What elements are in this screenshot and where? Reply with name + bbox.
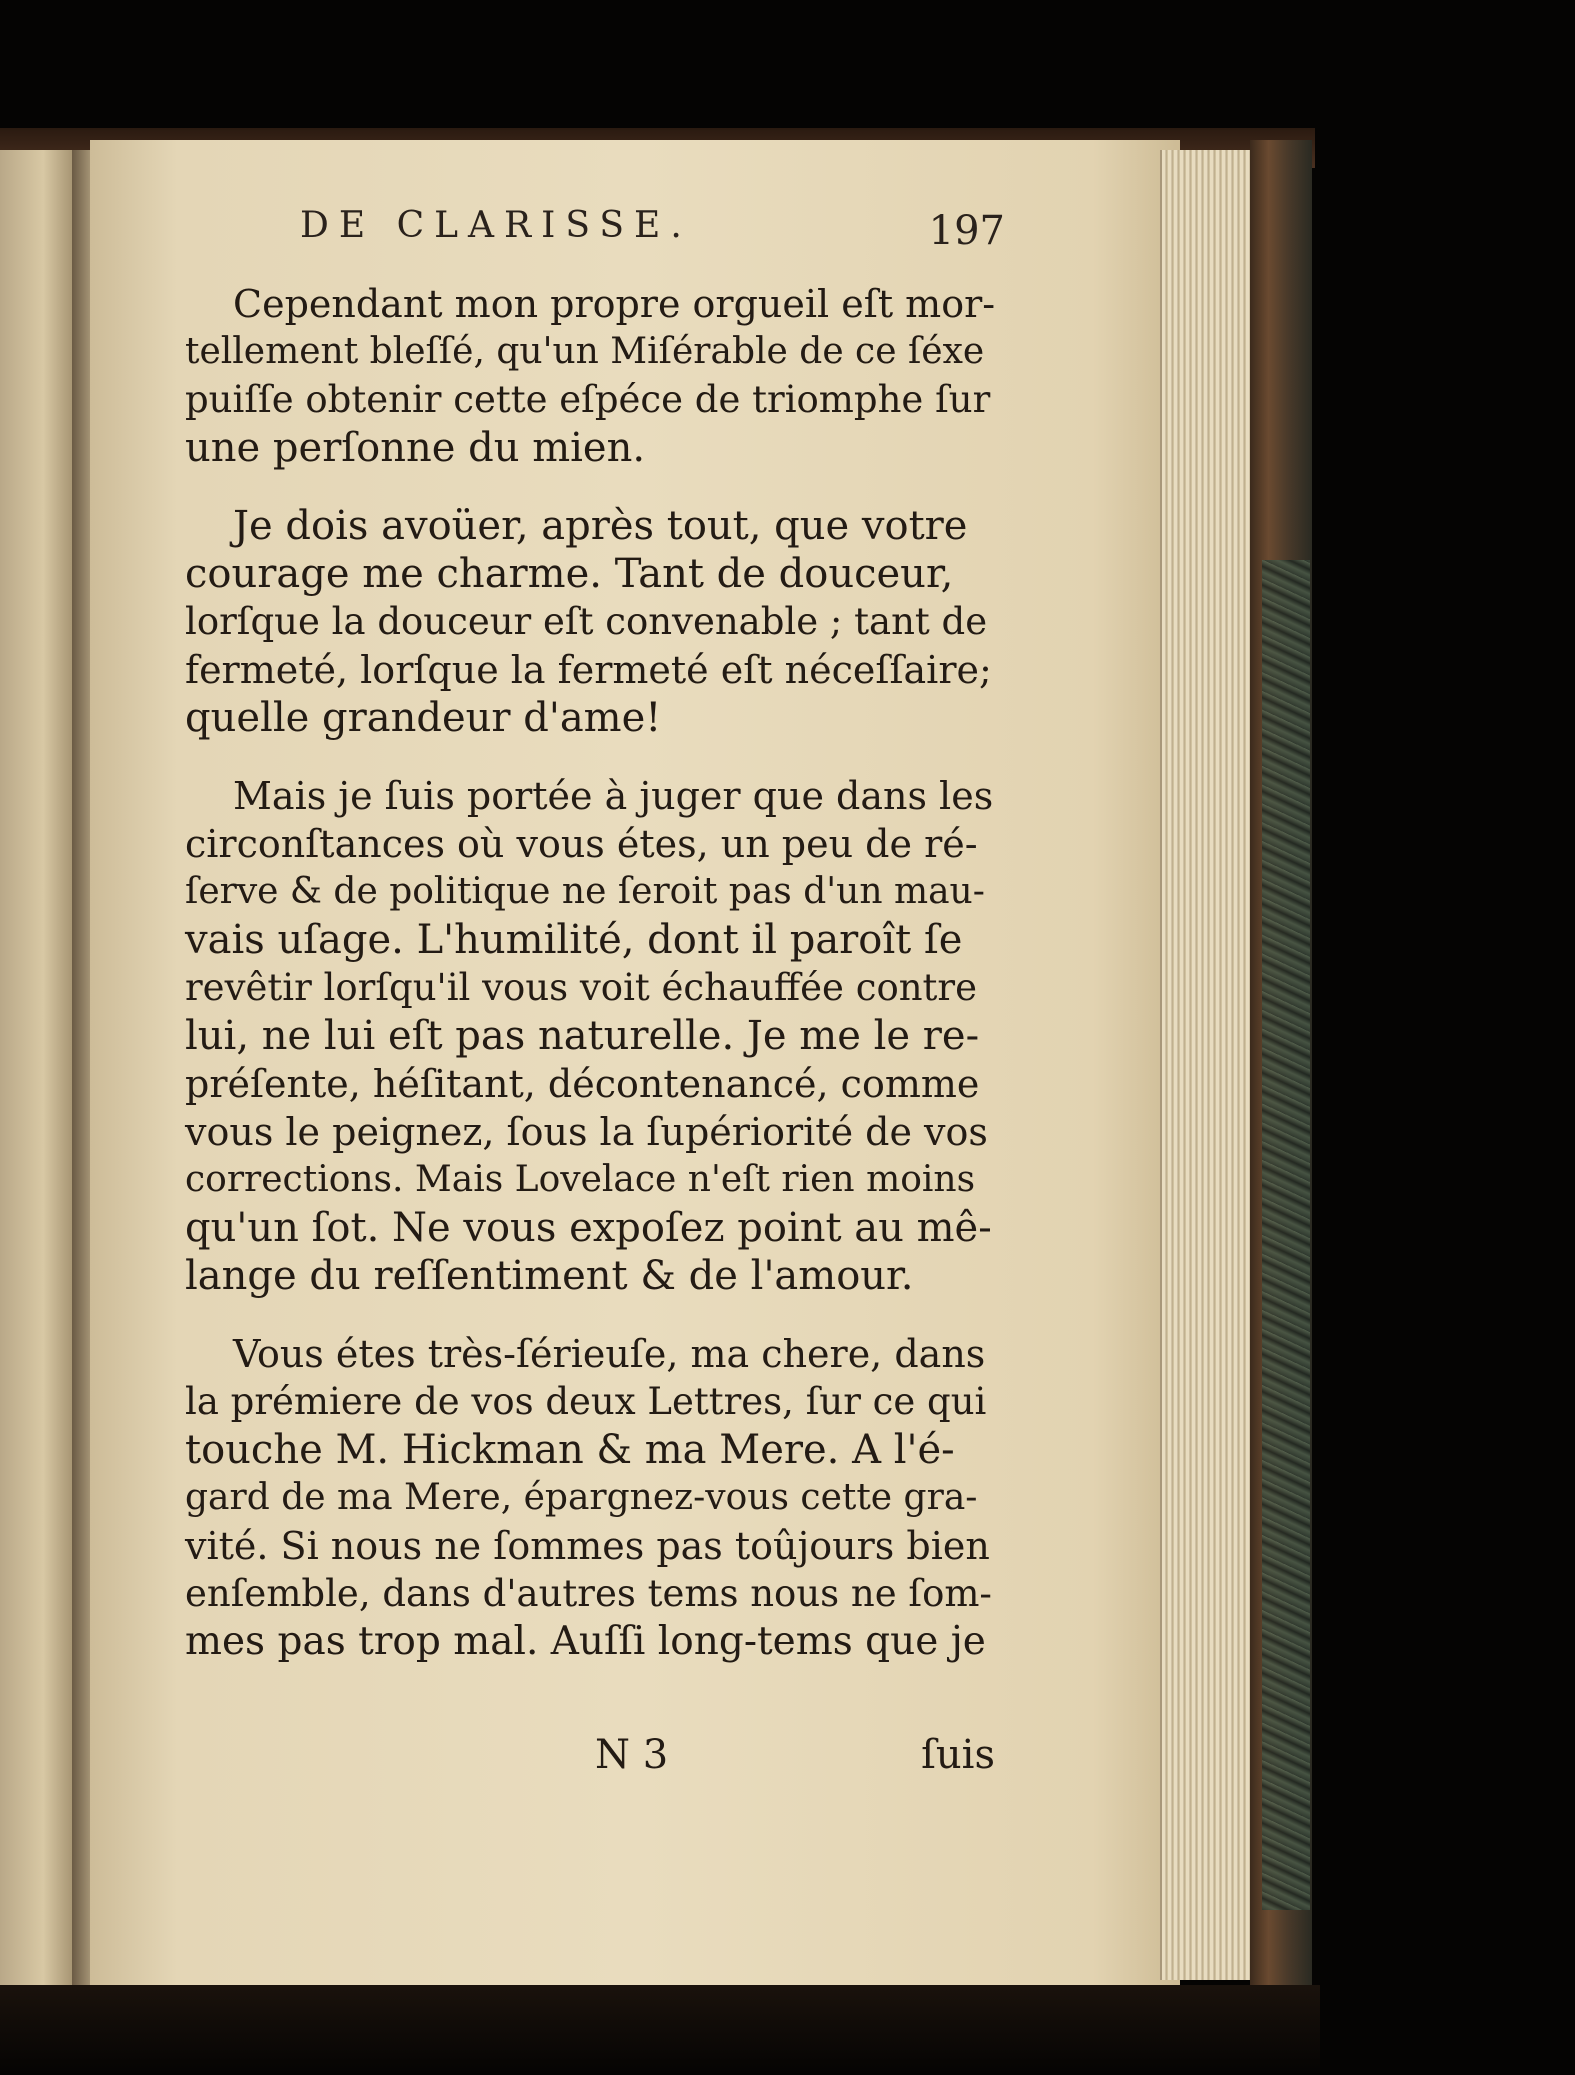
text-line: gard de ma Mere, épargnez-vous cette gra- — [185, 1477, 978, 1518]
text-line: lange du reſſentiment & de l'amour. — [185, 1253, 914, 1299]
left-page-edge — [0, 150, 74, 1990]
text-line: quelle grandeur d'ame! — [185, 695, 662, 741]
text-line: Cependant mon propre orgueil eſt mor- — [233, 282, 996, 326]
marbled-board — [1262, 560, 1310, 1910]
text-line: circonſtances où vous étes, un peu de ré- — [185, 822, 978, 866]
text-line: la prémiere de vos deux Lettres, ſur ce qui — [185, 1380, 987, 1423]
text-line: courage me charme. Tant de douceur, — [185, 551, 954, 597]
running-title: DE CLARISSE. — [300, 205, 692, 246]
text-line: qu'un ſot. Ne vous expoſez point au mê- — [185, 1205, 992, 1251]
text-line: lui, ne lui eſt pas naturelle. Je me le re- — [185, 1013, 980, 1059]
signature-mark: N 3 — [595, 1732, 669, 1778]
text-line: vité. Si nous ne ſommes pas toûjours bien — [185, 1524, 990, 1568]
text-line: Vous étes très-ſérieuſe, ma chere, dans — [233, 1332, 986, 1376]
paragraph-1 — [185, 280, 995, 472]
text-line: corrections. Mais Lovelace n'eſt rien moins — [185, 1159, 976, 1200]
text-line: revêtir lorſqu'il vous voit échauffée contre — [185, 966, 977, 1009]
text-line: enſemble, dans d'autres tems nous ne ſom- — [185, 1572, 992, 1615]
text-line: vous le peignez, ſous la ſupériorité de vos — [185, 1110, 988, 1154]
text-line: touche M. Hickman & ma Mere. A l'é- — [185, 1427, 955, 1473]
page-footer — [185, 1732, 995, 1782]
body-text — [185, 280, 995, 1696]
text-line: une perſonne du mien. — [185, 425, 646, 471]
text-line: ſerve & de politique ne ſeroit pas d'un mau- — [185, 871, 985, 912]
text-line: Je dois avoüer, après tout, que votre — [233, 503, 968, 549]
text-line: vais uſage. L'humilité, dont il paroît ſe — [185, 917, 963, 963]
page-fore-edges — [1160, 150, 1257, 1980]
text-line: tellement bleſſé, qu'un Miſérable de ce ſéxe — [185, 331, 985, 372]
page-number: 197 — [928, 208, 1005, 254]
text-line: mes pas trop mal. Auſſi long-tems que je — [185, 1619, 986, 1664]
text-line: préſente, héſitant, décontenancé, comme — [185, 1062, 980, 1106]
paragraph-3 — [185, 772, 995, 1300]
text-line: puiſſe obtenir cette eſpéce de triomphe ſur — [185, 378, 991, 421]
bottom-shadow — [0, 1985, 1320, 2075]
text-line: Mais je ſuis portée à juger que dans les — [233, 774, 994, 818]
catchword: ſuis — [921, 1732, 995, 1778]
text-line: lorſque la douceur eſt convenable ; tant de — [185, 600, 988, 643]
paragraph-4 — [185, 1330, 995, 1666]
text-line: fermeté, lorſque la fermeté eſt néceſſaire; — [185, 648, 992, 692]
paragraph-2 — [185, 502, 995, 742]
